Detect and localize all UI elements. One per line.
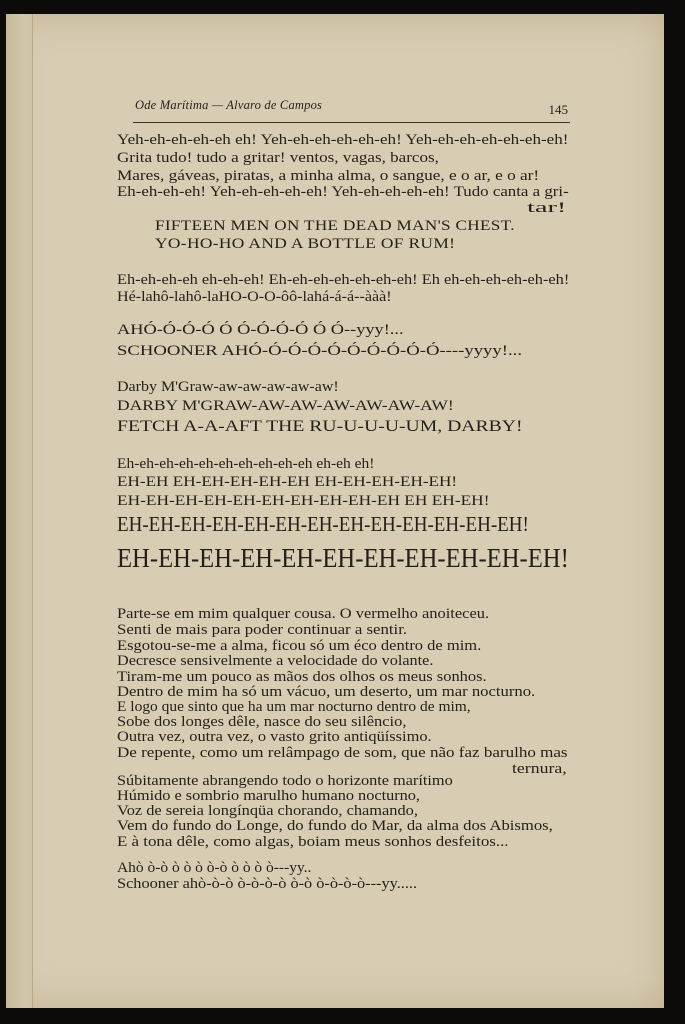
poem-line: Voz de sereia longínqüa chorando, chamando, (117, 803, 418, 819)
poem-line: EH-EH-EH-EH-EH-EH-EH-EH-EH-EH-EH-EH-EH! (117, 512, 529, 536)
poem-line: Grita tudo! tudo a gritar! ventos, vagas, barcos, (117, 150, 439, 166)
poem-line: Parte-se em mim qualquer cousa. O vermelho anoiteceu. (117, 606, 490, 622)
poem-line: Dentro de mim ha só um vácuo, um deserto, um mar nocturno. (117, 684, 536, 700)
poem-line-continuation: ternura, (512, 761, 567, 777)
poem-line: Súbitamente abrangendo todo o horizonte marítimo (117, 773, 453, 789)
poem-line: E à tona dêle, como algas, boiam meus sonhos desfeitos... (117, 834, 509, 850)
poem-line: Schooner ahò-ò-ò ò-ò-ò-ò ò-ò ò-ò-ò-ò---yy..... (117, 876, 418, 892)
poem-line: EH-EH-EH-EH-EH-EH-EH-EH-EH-EH-EH! (117, 543, 569, 573)
running-title: Ode Marítima — Alvaro de Campos (135, 98, 323, 112)
poem-line: E logo que sinto que ha um mar nocturno dentro de mim, (117, 699, 471, 715)
poem-line: Hé-lahô-lahô-laHO-O-O-ôô-lahá-á-á--ààà! (117, 289, 392, 305)
poem-line: Darby M'Graw-aw-aw-aw-aw-aw! (117, 379, 339, 395)
poem-line: Decresce sensivelmente a velocidade do volante. (117, 653, 434, 669)
poem-line: Mares, gáveas, piratas, a minha alma, o sangue, e o ar, e o ar! (117, 168, 540, 184)
poem-line: Ahò ò-ò ò ò ò ò-ò ò ò ò ò---yy.. (117, 860, 312, 876)
poem-line: Yeh-eh-eh-eh-eh eh! Yeh-eh-eh-eh-eh-eh! Yeh-eh-eh-eh-eh-eh-eh! (117, 132, 569, 148)
poem-line: Outra vez, outra vez, o vasto grito antiqüíssimo. (117, 729, 432, 745)
poem-line: De repente, como um relâmpago de som, que não faz barulho mas (117, 745, 568, 761)
poem-line: EH-EH EH-EH-EH-EH-EH EH-EH-EH-EH-EH! (117, 473, 458, 490)
poem-line: Húmido e sombrio marulho humano nocturno, (117, 788, 421, 804)
poem-line: DARBY M'GRAW-AW-AW-AW-AW-AW-AW! (117, 397, 454, 414)
page-number: 145 (548, 102, 568, 117)
poem-line: SCHOONER AHÓ-Ó-Ó-Ó-Ó-Ó-Ó-Ó-Ó-Ó----yyyy!... (117, 342, 522, 359)
poem-line: Sobe dos longes dêle, nasce do seu silêncio, (117, 714, 407, 730)
chorus-line: FIFTEEN MEN ON THE DEAD MAN'S CHEST. (155, 217, 515, 234)
poem-line: FETCH A-A-AFT THE RU-U-U-U-UM, DARBY! (117, 418, 523, 435)
poem-line: Esgotou-se-me a alma, ficou só um éco dentro de mim. (117, 638, 482, 654)
page-header (133, 92, 570, 123)
chorus-line: YO-HO-HO AND A BOTTLE OF RUM! (155, 235, 456, 252)
poem-line: Eh-eh-eh-eh eh-eh-eh! Eh-eh-eh-eh-eh-eh-eh! Eh eh-eh-eh-eh-eh-eh! (117, 272, 570, 288)
poem-line: Senti de mais para poder continuar a sentir. (117, 622, 408, 638)
poem-line: Eh-eh-eh-eh-eh-eh-eh-eh-eh-eh eh-eh eh! (117, 456, 375, 472)
poem-line: Eh-eh-eh-eh! Yeh-eh-eh-eh-eh! Yeh-eh-eh-eh-eh! Tudo canta a gri- (117, 184, 569, 200)
poem-line: EH-EH-EH-EH-EH-EH-EH-EH-EH-EH EH EH-EH! (117, 492, 490, 509)
poem-line: Vem do fundo do Longe, do fundo do Mar, da alma dos Abismos, (117, 818, 553, 834)
page-gutter (6, 14, 33, 1008)
poem-line: AHÓ-Ó-Ó-Ó Ó Ó-Ó-Ó-Ó Ó Ó--yyy!... (117, 321, 404, 338)
poem-line-continuation: tar! (527, 200, 567, 216)
poem-line: Tiram-me um pouco as mãos dos olhos os meus sonhos. (117, 669, 487, 685)
